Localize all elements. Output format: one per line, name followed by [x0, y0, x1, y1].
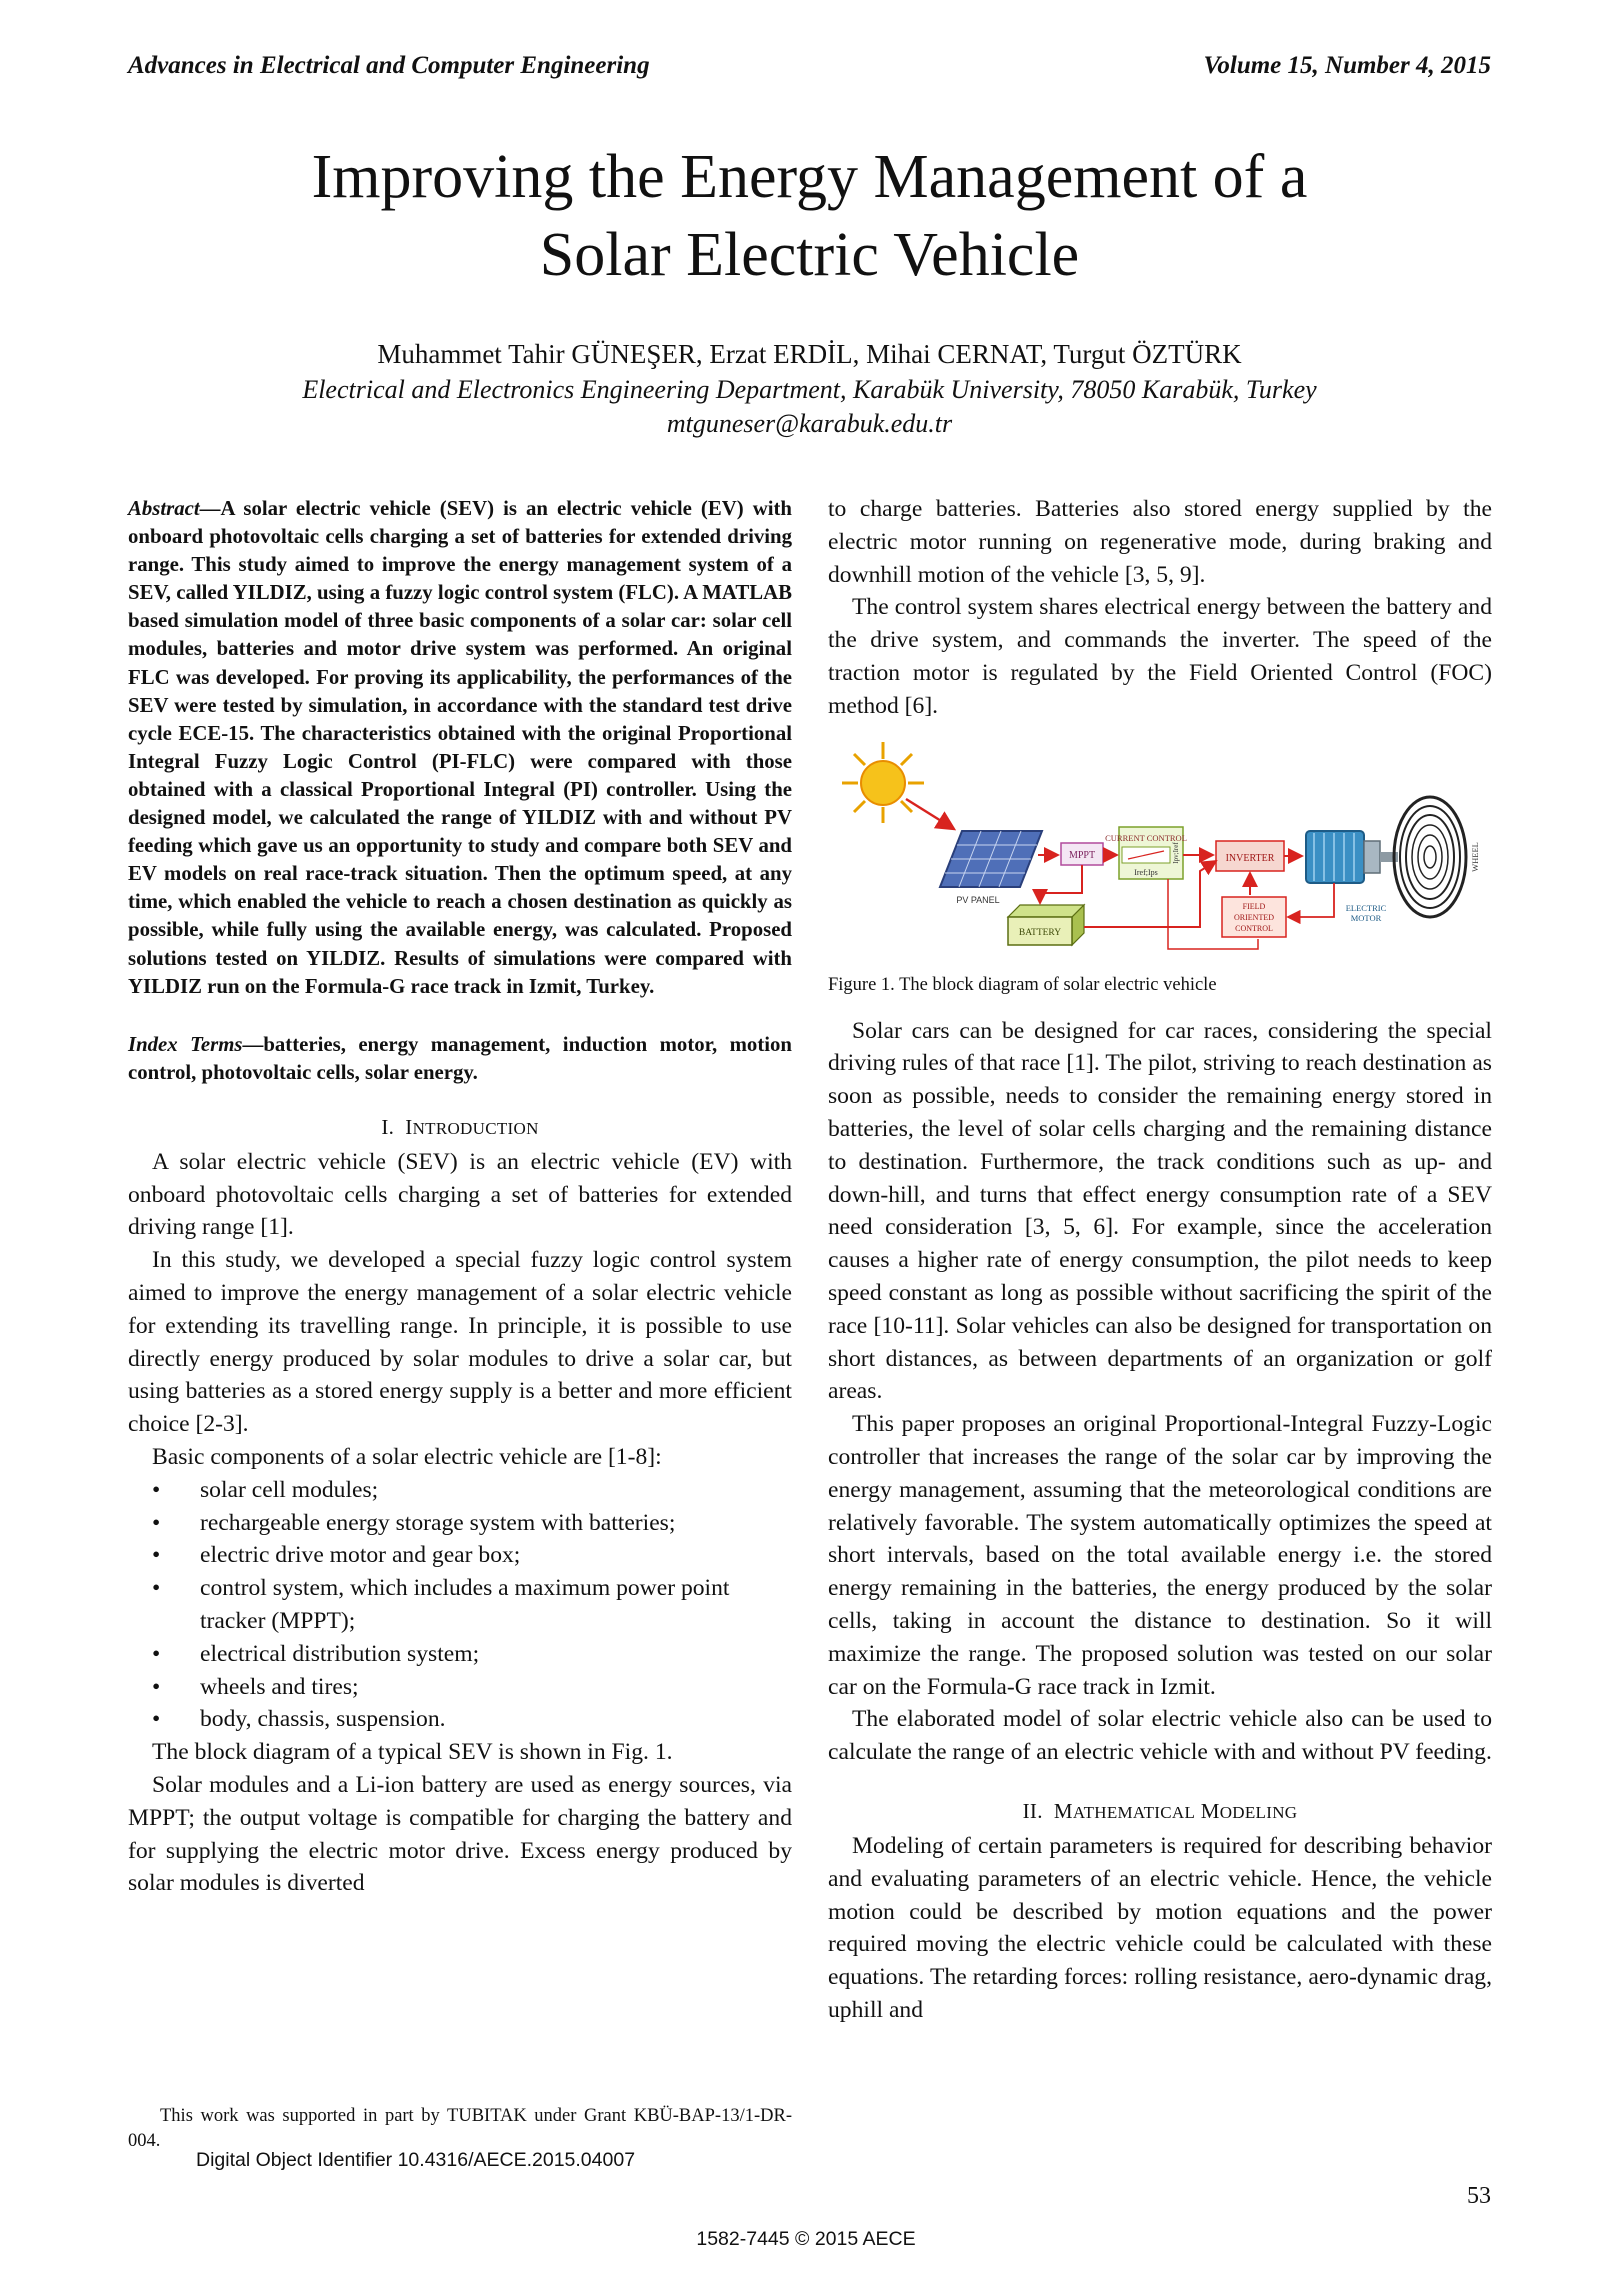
abstract-dash: — [199, 497, 221, 520]
paragraph: to charge batteries. Batteries also stored energy supplied by the electric motor running on regenerative mode, during braking and downhill motion of the vehicle [3, 5, 9]. [828, 496, 1492, 588]
figure-block-diagram [828, 737, 1492, 967]
affiliation: Electrical and Electronics Engineering Department, Karabük University, 78050 Karabük, Turkey [302, 375, 1317, 404]
motor-label-1: ELECTRIC [1345, 902, 1387, 913]
mppt-label: MPPT [1068, 849, 1096, 861]
index-terms [128, 1031, 792, 1087]
email-address: mtguneser@karabuk.edu.tr [666, 409, 953, 438]
side-label: Ipv;Iref [1172, 841, 1180, 864]
flow-arrow [1040, 865, 1082, 903]
list-item: • body, chassis, suspension. [128, 1703, 792, 1736]
paragraph: The control system shares electrical energy between the battery and the drive system, and commands the inverter. The speed of the traction motor is regulated by the Field Oriented Control (FOC) method [6]. [828, 594, 1492, 719]
feedback-arrow [1288, 883, 1334, 917]
iref-label: Iref;Ips [1134, 867, 1158, 877]
electric-motor-icon [1306, 831, 1398, 883]
paragraph: The elaborated model of solar electric vehicle also can be used to calculate the range of an electric vehicle with and without PV feeding. [828, 1706, 1492, 1766]
bullet-icon: • [152, 1509, 161, 1536]
bullet-icon: • [152, 1575, 161, 1602]
paragraph: The block diagram of a typical SEV is shown in Fig. 1. [152, 1739, 673, 1766]
pv-panel-label: PV PANEL [956, 894, 1000, 905]
battery-label: BATTERY [1018, 927, 1062, 938]
foc-label-3: CONTROL [1235, 923, 1273, 933]
paragraph: Basic components of a solar electric vehicle are [1-8]: [152, 1444, 662, 1471]
journal-name: Advances in Electrical and Computer Engineering [128, 52, 650, 79]
list-item: • solar cell modules; [128, 1474, 792, 1507]
wheel-icon [1394, 797, 1466, 917]
bullet-icon: • [152, 1706, 161, 1733]
paragraph: This paper proposes an original Proportional-Integral Fuzzy-Logic controller that increases the range of the solar car by improving the energy management, assuming that the meteorological conditions are relatively favorable. The system automatically optimizes the speed at short intervals, based on the total available energy i.e. the stored energy remaining in the batteries, the energy produced by the solar cells, taking in account the distance to destination. So it will maximize the range. The proposed solution was tested on our solar car on the Formula-G race track in Izmit. [828, 1411, 1492, 1700]
figure-caption: Figure 1. The block diagram of solar electric vehicle [828, 974, 1217, 995]
index-terms-dash: — [242, 1032, 264, 1056]
paragraph: A solar electric vehicle (SEV) is an electric vehicle (EV) with onboard photovoltaic cells charging a set of batteries for extended driving range [1]. [128, 1148, 792, 1241]
abstract-text: A solar electric vehicle (SEV) is an electric vehicle (EV) with onboard photovoltaic cells charging a set of batteries for extended driving range. This study aimed to improve the energy management system of a SEV, called YILDIZ, using a fuzzy logic control system (FLC). A MATLAB based simulation model of three basic components of a solar car: solar cell modules, batteries and motor drive system was performed. An original FLC was developed. For proving its applicability, the performances of the SEV were tested by simulation, in accordance with the standard test drive cycle ECE-15. The characteristics obtained with the original Proportional Integral Fuzzy Logic Control (PI-FLC) were compared with those obtained with a classical Proportional Integral (PI) controller. Using the designed model, we calculated the range of YILDIZ with and without PV feeding which gave us an opportunity to study and compare both SEV and EV models on real race-track situation. Then the optimum speed, at any time, which enabled the vehicle to reach a chosen destination as quickly as possible, while fully using the available energy, was calculated. Proposed solutions tested on YILDIZ. Results of simulations were compared with YILDIZ run on the Formula-G race track in Izmit, Turkey. [128, 497, 792, 998]
list-item: • control system, which includes a maximum power point tracker (MPPT); [128, 1572, 792, 1638]
motor-label-2: MOTOR [1350, 912, 1382, 923]
paper-title [128, 138, 1491, 294]
wheel-label: WHEEL [1470, 841, 1480, 872]
author-list: Muhammet Tahir GÜNEŞER, Erzat ERDİL, Mihai CERNAT, Turgut ÖZTÜRK [377, 339, 1242, 369]
section-heading-mathematical-modeling: II. MATHEMATICAL MODELING [1022, 1798, 1298, 1823]
running-header [128, 52, 1491, 88]
block-diagram [828, 737, 1492, 967]
bullet-icon: • [152, 1542, 161, 1569]
list-item: • wheels and tires; [128, 1671, 792, 1704]
light-arrow [906, 799, 954, 829]
bullet-icon: • [152, 1640, 161, 1667]
list-item: • rechargeable energy storage system with batteries; [128, 1507, 792, 1540]
foc-label-1: FIELD [1242, 901, 1266, 911]
volume-info: Volume 15, Number 4, 2015 [1203, 52, 1491, 79]
abstract-label: Abstract [128, 497, 200, 520]
bullet-icon: • [152, 1476, 161, 1503]
list-item: • electric drive motor and gear box; [128, 1539, 792, 1572]
paragraph: Solar modules and a Li-ion battery are used as energy sources, via MPPT; the output voltage is compatible for charging the battery and for supplying the electric motor drive. Excess energy produced by solar modules is diverted [128, 1772, 792, 1897]
foc-label-2: ORIENTED [1234, 912, 1274, 922]
component-list [128, 1474, 792, 1736]
index-terms-text: batteries, energy management, induction motor, motion control, photovoltaic cells, solar energy. [128, 1032, 792, 1084]
battery-icon [1008, 905, 1084, 945]
inverter-label: INVERTER [1225, 852, 1275, 864]
right-column [828, 493, 1492, 2027]
pv-panel [940, 831, 1042, 887]
title-line-2: Solar Electric Vehicle [539, 221, 1080, 289]
index-terms-label: Index Terms [128, 1032, 243, 1056]
paragraph: Modeling of certain parameters is required for describing behavior and evaluating parameters of an electric vehicle. Hence, the vehicle motion could be described by motion equations and the power required moving the electric vehicle could be calculated with these equations. The retarding forces: rolling resistance, aero-dynamic drag, uphill and [828, 1832, 1492, 2023]
sun-icon [842, 742, 924, 823]
abstract [128, 495, 792, 1001]
footnote: This work was supported in part by TUBITAK under Grant KBÜ-BAP-13/1-DR-004. [128, 2106, 792, 2151]
bullet-icon: • [152, 1673, 161, 1700]
doi-identifier: Digital Object Identifier 10.4316/AECE.2015.04007 [196, 2149, 636, 2171]
left-column [128, 495, 792, 1900]
affiliation-block [128, 373, 1491, 441]
section-heading-introduction: I. INTRODUCTION [381, 1114, 539, 1139]
title-line-1: Improving the Energy Management of a [311, 143, 1308, 211]
list-item: • electrical distribution system; [128, 1638, 792, 1671]
paragraph: In this study, we developed a special fuzzy logic control system aimed to improve the energy management of a solar electric vehicle for extending its travelling range. In principle, it is possible to use directly energy produced by solar modules to drive a solar car, but using batteries as a stored energy supply is a better and more efficient choice [2-3]. [128, 1247, 792, 1438]
issn-copyright: 1582-7445 © 2015 AECE [696, 2228, 916, 2250]
page-number: 53 [1467, 2183, 1491, 2209]
paragraph: Solar cars can be designed for car races, considering the special driving rules of that race [1]. The pilot, striving to reach destination as soon as possible, needs to consider the remaining energy stored in batteries, the level of solar cells charging and the remaining distance to destination. Furthermore, the track conditions such as up- and down-hill, and turns that effect energy consumption rate of a SEV need consideration [3, 5, 6]. For example, since the acceleration causes a higher rate of energy consumption, the pilot needs to keep speed constant as long as possible without sacrificing the spirit of the race [10-11]. Solar vehicles can also be designed for transportation on short distances, as between departments of an organization or golf areas. [828, 1017, 1492, 1405]
current-control-label: CURRENT CONTROL [1105, 832, 1187, 843]
